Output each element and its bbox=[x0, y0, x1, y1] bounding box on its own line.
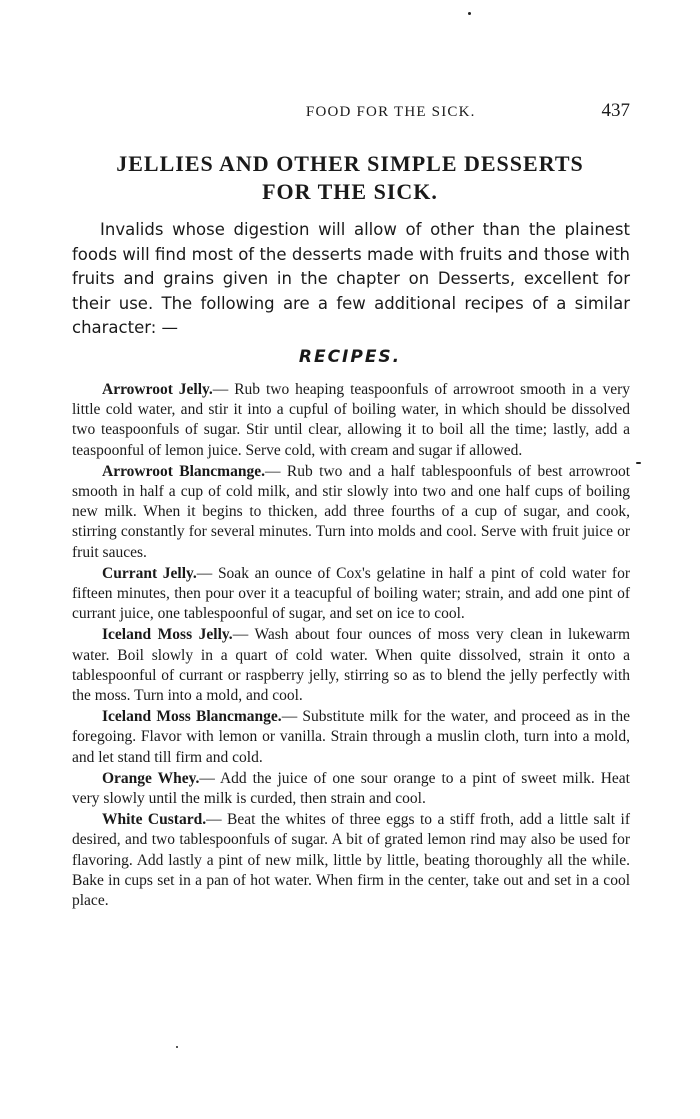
recipe-text: — Substitute milk for the water, and proceed as in the foregoing. Flavor with lemon or vanilla. Strain through a muslin cloth, turn into a mold, and let stand till firm and cold. bbox=[72, 708, 630, 766]
recipe-name: Arrowroot Jelly. bbox=[102, 381, 213, 398]
recipe-name: Arrowroot Blancmange. bbox=[102, 462, 265, 480]
recipe-name: Orange Whey. bbox=[102, 769, 200, 787]
recipe-text: — Add the juice of one sour orange to a pint of sweet milk. Heat very slowly until the milk is curded, then strain and cool. bbox=[72, 769, 630, 808]
recipe-list bbox=[72, 380, 630, 912]
running-title: FOOD FOR THE SICK. bbox=[305, 104, 476, 120]
recipe-iceland-moss-blancmange bbox=[72, 707, 630, 768]
recipe-text: — Wash about four ounces of moss very clean in lukewarm water. Boil slowly in a quart of cold water. When quite dissolved, strain it onto a tablespoonful of currant or raspberry jelly, stirring so as to blend the jelly perfectly with the moss. Turn into a mold, and cool. bbox=[72, 626, 631, 705]
ink-speck bbox=[636, 462, 641, 464]
recipe-currant-jelly bbox=[72, 564, 630, 625]
chapter-title-line-2: FOR THE SICK. bbox=[262, 179, 438, 204]
recipe-name: Currant Jelly. bbox=[102, 564, 197, 582]
recipe-text: — Rub two and a half tablespoonfuls of best arrowroot smooth in half a cup of cold milk, and stir slowly into two and one half cups of boiling new milk. When it begins to thicken, add three fourths of a cup of sugar, and cook, stirring constantly for several minutes. Turn into molds and cool. Serve with fruit juice or fruit sauces. bbox=[72, 462, 630, 561]
ink-speck bbox=[468, 12, 471, 15]
page-number: 437 bbox=[601, 100, 630, 121]
running-header bbox=[70, 100, 630, 122]
recipe-white-custard bbox=[72, 810, 630, 911]
recipe-arrowroot-blancmange bbox=[72, 462, 630, 563]
chapter-title-line-1: JELLIES AND OTHER SIMPLE DESSERTS bbox=[116, 151, 584, 176]
recipe-orange-whey bbox=[72, 769, 630, 809]
recipe-name: Iceland Moss Jelly. bbox=[102, 626, 233, 644]
recipe-arrowroot-jelly bbox=[72, 380, 630, 461]
recipe-text: — Soak an ounce of Cox's gelatine in half a pint of cold water for fifteen minutes, then pour over it a teacupful of boiling water; strain, and add one pint of currant juice, one tablespoonful of sugar, and set on ice to cool. bbox=[72, 564, 630, 623]
ink-speck bbox=[176, 1046, 178, 1048]
recipe-text: — Rub two heaping teaspoonfuls of arrowroot smooth in a very little cold water, and stir it into a cupful of boiling water, in which should be dissolved two teaspoonfuls of sugar. Stir until clear, allowing it to boil all the time; lastly, add a teaspoonful of lemon juice. Serve cold, with cream and sugar if allowed. bbox=[72, 381, 630, 459]
recipe-iceland-moss-jelly bbox=[72, 625, 630, 706]
recipe-name: Iceland Moss Blancmange. bbox=[102, 708, 282, 726]
chapter-title bbox=[70, 150, 630, 206]
recipe-name: White Custard. bbox=[102, 811, 207, 829]
recipes-heading: RECIPES. bbox=[298, 347, 402, 367]
intro-paragraph: Invalids whose digestion will allow of other than the plainest foods will find most of the desserts made with fruits and those with fruits and grains given in the chapter on Desserts, excellent for their use. The following are a few additional recipes of a similar character: — bbox=[72, 220, 630, 337]
recipe-text: — Beat the whites of three eggs to a stiff froth, add a little salt if desired, and two tablespoonfuls of sugar. A bit of grated lemon rind may also be used for flavoring. Add lastly a pint of new milk, little by little, beating thoroughly all the while. Bake in cups set in a pan of hot water. When firm in the center, take out and set in a cool place. bbox=[72, 811, 630, 910]
